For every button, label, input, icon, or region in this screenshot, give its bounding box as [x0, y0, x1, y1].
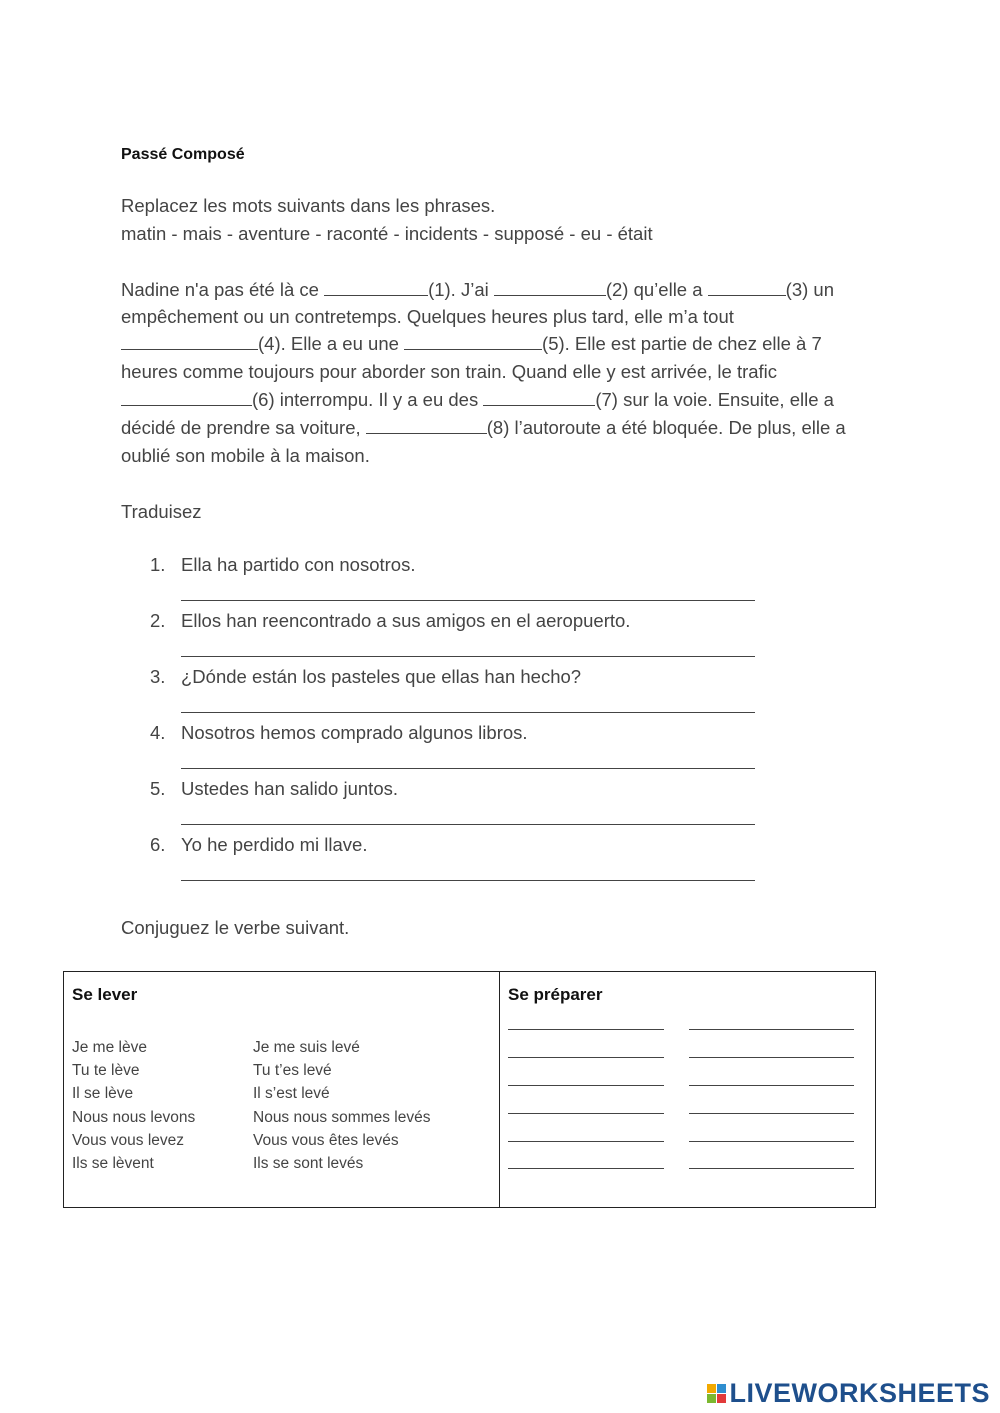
logo-text: LIVEWORKSHEETS: [729, 1378, 990, 1408]
logo-square: [717, 1394, 726, 1403]
liveworksheets-logo[interactable]: [707, 1378, 990, 1409]
text-line-7: oublié son mobile à la maison.: [121, 445, 370, 466]
present-3: Il se lève: [72, 1085, 134, 1102]
past-2: Tu t’es levé: [253, 1062, 332, 1079]
answer-line[interactable]: [689, 1057, 854, 1058]
text-line-4: heures comme toujours pour aborder son train. Quand elle y est arrivée, le trafic: [121, 361, 778, 382]
answer-line-5[interactable]: [181, 824, 755, 825]
answer-line[interactable]: [508, 1057, 664, 1058]
answer-line-3[interactable]: [181, 712, 755, 713]
logo-squares-icon: [707, 1384, 726, 1403]
answer-line[interactable]: [689, 1141, 854, 1142]
answer-line[interactable]: [508, 1168, 664, 1169]
text-line-5: (6) interrompu. Il y a eu des (7) sur la voie. Ensuite, elle a: [121, 386, 834, 414]
text-line-1: Nadine n'a pas été là ce (1). J’ai (2) qu’elle a (3) un: [121, 279, 834, 300]
past-1: Je me suis levé: [253, 1039, 360, 1056]
present-6: Ils se lèvent: [72, 1155, 154, 1172]
blank-6[interactable]: [121, 387, 252, 406]
answer-line[interactable]: [508, 1113, 664, 1114]
blank-5[interactable]: [404, 331, 542, 350]
conjugation-table: [63, 971, 876, 1208]
text-line-3: (4). Elle a eu une (5). Elle est partie de chez elle à 7: [121, 330, 822, 358]
answer-line-1[interactable]: [181, 600, 755, 601]
se-lever-title: Se lever: [72, 985, 138, 1004]
present-1: Je me lève: [72, 1039, 147, 1056]
logo-square: [707, 1384, 716, 1393]
logo-square: [707, 1394, 716, 1403]
logo-square: [717, 1384, 726, 1393]
text-line-2: empêchement ou un contretemps. Quelques heures plus tard, elle m’a tout: [121, 306, 734, 327]
answer-line[interactable]: [689, 1085, 854, 1086]
answer-line[interactable]: [689, 1029, 854, 1030]
blank-3[interactable]: [708, 277, 786, 296]
exercise2-instruction: Traduisez: [121, 501, 202, 522]
exercise3-instruction: Conjuguez le verbe suivant.: [121, 917, 350, 938]
page-title: Passé Composé: [121, 146, 245, 163]
blank-4[interactable]: [121, 331, 258, 350]
blank-7[interactable]: [483, 387, 595, 406]
exercise1-instruction: Replacez les mots suivants dans les phrases.: [121, 195, 496, 216]
answer-line[interactable]: [689, 1113, 854, 1114]
answer-line-4[interactable]: [181, 768, 755, 769]
answer-line-2[interactable]: [181, 656, 755, 657]
answer-line[interactable]: [508, 1085, 664, 1086]
past-4: Nous nous sommes levés: [253, 1109, 431, 1126]
past-6: Ils se sont levés: [253, 1155, 364, 1172]
present-2: Tu te lève: [72, 1062, 140, 1079]
present-5: Vous vous levez: [72, 1132, 185, 1149]
answer-line[interactable]: [689, 1168, 854, 1169]
answer-line-6[interactable]: [181, 880, 755, 881]
word-bank: matin - mais - aventure - raconté - incidents - supposé - eu - était: [121, 223, 653, 244]
blank-1[interactable]: [324, 277, 428, 296]
blank-2[interactable]: [494, 277, 606, 296]
text-line-6: décidé de prendre sa voiture, (8) l’autoroute a été bloquée. De plus, elle a: [121, 417, 846, 438]
present-4: Nous nous levons: [72, 1109, 196, 1126]
answer-line[interactable]: [508, 1029, 664, 1030]
past-5: Vous vous êtes levés: [253, 1132, 399, 1149]
table-divider: [499, 972, 500, 1207]
past-3: Il s’est levé: [253, 1085, 330, 1102]
blank-8[interactable]: [366, 415, 487, 434]
se-preparer-title: Se préparer: [508, 985, 603, 1004]
answer-line[interactable]: [508, 1141, 664, 1142]
